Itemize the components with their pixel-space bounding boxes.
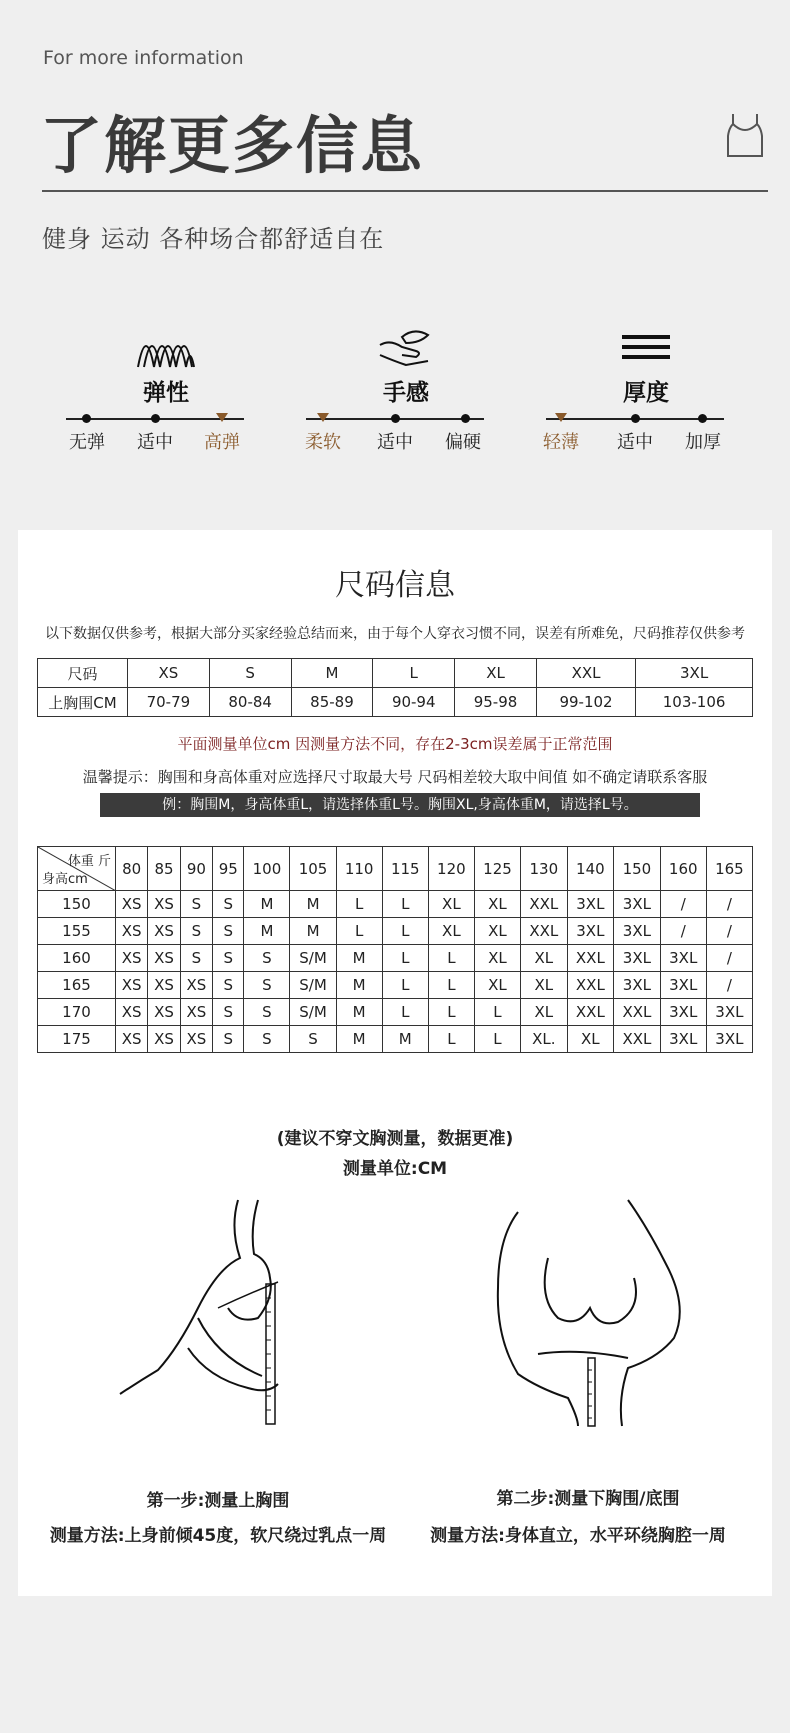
size-recommendation-cell: L [382, 999, 428, 1026]
bust-cell: 70-79 [128, 688, 210, 717]
height-cell: 150 [38, 891, 116, 918]
size-recommendation-cell: 3XL [660, 972, 706, 999]
hand-feel-icon [376, 325, 436, 371]
level-label: 偏硬 [445, 432, 481, 453]
weight-header: 140 [567, 847, 614, 891]
size-recommendation-cell: / [660, 891, 706, 918]
size-recommendation-cell: 3XL [706, 1026, 752, 1053]
size-recommendation-cell: XS [180, 999, 212, 1026]
size-recommendation-cell: XS [148, 1026, 180, 1053]
size-recommendation-cell: L [382, 918, 428, 945]
size-recommendation-cell: S [180, 891, 212, 918]
weight-header: 115 [382, 847, 428, 891]
size-recommendation-cell: S [213, 891, 244, 918]
weight-header: 95 [213, 847, 244, 891]
size-recommendation-cell: XS [148, 918, 180, 945]
table-header-row [38, 847, 753, 891]
selected-marker [555, 413, 567, 422]
height-cell: 170 [38, 999, 116, 1026]
weight-header: 165 [706, 847, 752, 891]
weight-header: 125 [474, 847, 520, 891]
size-cell: S [209, 659, 291, 688]
size-recommendation-cell: XXL [521, 891, 568, 918]
step-two-method: 测量方法:身体直立，水平环绕胸腔一周 [430, 1526, 726, 1546]
size-recommendation-cell: S [213, 972, 244, 999]
size-recommendation-cell: XL [521, 999, 568, 1026]
size-recommendation-cell: XL [521, 945, 568, 972]
weight-header: 160 [660, 847, 706, 891]
weight-header: 100 [244, 847, 290, 891]
row-label: 尺码 [38, 659, 128, 688]
size-recommendation-cell: XL. [521, 1026, 568, 1053]
scale-dot [631, 414, 640, 423]
tagline: 健身 运动 各种场合都舒适自在 [42, 225, 385, 253]
table-row [38, 918, 753, 945]
size-recommendation-cell: XS [148, 972, 180, 999]
size-cell: XS [128, 659, 210, 688]
level-label-selected: 柔软 [305, 432, 341, 453]
thickness-icon [616, 325, 676, 371]
step-two-title: 第二步:测量下胸围/底围 [496, 1489, 680, 1509]
size-recommendation-cell: M [336, 945, 382, 972]
size-recommendation-cell: L [336, 918, 382, 945]
size-recommendation-cell: M [382, 1026, 428, 1053]
size-recommendation-cell: 3XL [567, 918, 614, 945]
size-recommendation-cell: S [180, 945, 212, 972]
size-recommendation-cell: S [213, 1026, 244, 1053]
weight-header: 120 [428, 847, 474, 891]
scale-dot [461, 414, 470, 423]
example-banner: 例：胸围M，身高体重L，请选择体重L号。胸围XL,身高体重M，请选择L号。 [100, 793, 700, 817]
size-recommendation-cell: S/M [290, 999, 336, 1026]
level-label: 适中 [617, 432, 653, 453]
size-info-card [18, 530, 772, 1596]
elastic-icon [136, 325, 196, 371]
attribute-name: 弹性 [143, 380, 189, 406]
size-recommendation-cell: M [336, 972, 382, 999]
size-recommendation-cell: 3XL [614, 945, 661, 972]
size-recommendation-cell: L [474, 1026, 520, 1053]
attribute-name: 手感 [383, 380, 429, 406]
size-recommendation-cell: S [244, 945, 290, 972]
size-recommendation-cell: XS [148, 945, 180, 972]
size-recommendation-cell: XS [180, 972, 212, 999]
size-recommendation-cell: XS [116, 891, 148, 918]
corner-weight-label: 体重 斤 [67, 854, 111, 869]
size-recommendation-cell: XS [116, 945, 148, 972]
attribute-elasticity [56, 320, 276, 460]
height-cell: 175 [38, 1026, 116, 1053]
size-recommendation-cell: M [244, 918, 290, 945]
size-recommendation-cell: XL [474, 945, 520, 972]
size-info-title: 尺码信息 [335, 568, 455, 603]
bust-cell: 90-94 [373, 688, 455, 717]
size-recommendation-cell: XL [428, 891, 474, 918]
size-recommendation-cell: S [244, 972, 290, 999]
scale-dot [698, 414, 707, 423]
size-recommendation-cell: XL [521, 972, 568, 999]
upper-bust-figure [118, 1198, 338, 1428]
weight-header: 105 [290, 847, 336, 891]
weight-header: 130 [521, 847, 568, 891]
size-recommendation-cell: XL [428, 918, 474, 945]
selected-marker [317, 413, 329, 422]
level-label-selected: 轻薄 [543, 432, 579, 453]
level-label: 适中 [377, 432, 413, 453]
bust-cell: 99-102 [536, 688, 635, 717]
level-label: 加厚 [685, 432, 721, 453]
size-recommendation-cell: / [706, 945, 752, 972]
weight-header: 150 [614, 847, 661, 891]
size-recommendation-cell: XXL [567, 945, 614, 972]
size-recommendation-cell: XL [474, 972, 520, 999]
size-recommendation-cell: / [660, 918, 706, 945]
size-recommendation-cell: 3XL [614, 972, 661, 999]
attribute-thickness [536, 320, 756, 460]
size-recommendation-cell: M [244, 891, 290, 918]
step-one-title: 第一步:测量上胸围 [146, 1491, 290, 1511]
weight-header: 90 [180, 847, 212, 891]
size-recommendation-cell: 3XL [706, 999, 752, 1026]
size-recommendation-cell: M [290, 891, 336, 918]
size-recommendation-cell: / [706, 972, 752, 999]
divider [42, 190, 768, 192]
bust-cell: 95-98 [455, 688, 537, 717]
height-cell: 160 [38, 945, 116, 972]
under-bust-figure [478, 1198, 718, 1428]
size-recommendation-cell: XXL [567, 999, 614, 1026]
size-recommendation-cell: XL [474, 891, 520, 918]
height-cell: 165 [38, 972, 116, 999]
table-row [38, 945, 753, 972]
bust-cell: 85-89 [291, 688, 373, 717]
subtitle-en: For more information [43, 47, 244, 69]
size-recommendation-cell: 3XL [614, 891, 661, 918]
size-recommendation-cell: XS [116, 972, 148, 999]
size-recommendation-cell: S [290, 1026, 336, 1053]
size-cell: XXL [536, 659, 635, 688]
size-recommendation-cell: L [428, 972, 474, 999]
scale-dot [391, 414, 400, 423]
corner-header [38, 847, 116, 891]
table-row [38, 972, 753, 999]
size-recommendation-cell: / [706, 918, 752, 945]
table-row [38, 1026, 753, 1053]
weight-header: 110 [336, 847, 382, 891]
size-recommendation-cell: 3XL [660, 999, 706, 1026]
size-recommendation-cell: L [428, 945, 474, 972]
measurement-note: 平面测量单位cm 因测量方法不同，存在2-3cm误差属于正常范围 [177, 735, 613, 753]
step-one-method: 测量方法:上身前倾45度，软尺绕过乳点一周 [49, 1526, 387, 1546]
weight-header: 85 [148, 847, 180, 891]
size-recommendation-cell: L [382, 972, 428, 999]
size-recommendation-cell: L [382, 945, 428, 972]
weight-header: 80 [116, 847, 148, 891]
disclaimer: 以下数据仅供参考，根据大部分买家经验总结而来，由于每个人穿衣习惯不同，误差有所难免，尺码推荐仅供参考 [45, 626, 745, 642]
hint-text: 温馨提示：胸围和身高体重对应选择尺寸取最大号 尺码相差较大取中间值 如不确定请联系客服 [82, 768, 708, 786]
size-recommendation-cell: S [244, 1026, 290, 1053]
page-title: 了解更多信息 [40, 109, 425, 182]
size-recommendation-cell: M [290, 918, 336, 945]
size-recommendation-cell: S [180, 918, 212, 945]
height-cell: 155 [38, 918, 116, 945]
size-recommendation-cell: XL [567, 1026, 614, 1053]
row-label: 上胸围CM [38, 688, 128, 717]
size-recommendation-cell: XXL [521, 918, 568, 945]
table-row [38, 688, 753, 717]
selected-marker [216, 413, 228, 422]
table-row [38, 999, 753, 1026]
corner-height-label: 身高cm [42, 872, 88, 887]
size-recommendation-cell: XL [474, 918, 520, 945]
size-cell: XL [455, 659, 537, 688]
table-row [38, 891, 753, 918]
size-recommendation-cell: XS [148, 891, 180, 918]
bust-cell: 80-84 [209, 688, 291, 717]
size-recommendation-cell: S [213, 945, 244, 972]
size-cell: M [291, 659, 373, 688]
size-cell: L [373, 659, 455, 688]
size-recommendation-cell: L [428, 999, 474, 1026]
table-row [38, 659, 753, 688]
size-recommendation-cell: L [336, 891, 382, 918]
tank-top-icon [725, 112, 765, 158]
size-recommendation-cell: XXL [614, 1026, 661, 1053]
size-recommendation-cell: S/M [290, 945, 336, 972]
size-table [37, 658, 753, 717]
attribute-hand-feel [296, 320, 516, 460]
size-recommendation-cell: 3XL [660, 1026, 706, 1053]
level-label: 适中 [137, 432, 173, 453]
size-recommendation-cell: L [428, 1026, 474, 1053]
size-cell: 3XL [636, 659, 753, 688]
measure-unit: 测量单位:CM [342, 1159, 448, 1179]
size-recommendation-cell: 3XL [660, 945, 706, 972]
size-recommendation-cell: / [706, 891, 752, 918]
scale-dot [82, 414, 91, 423]
size-recommendation-cell: XS [116, 918, 148, 945]
size-recommendation-cell: L [382, 891, 428, 918]
size-recommendation-cell: S [213, 918, 244, 945]
size-recommendation-cell: 3XL [567, 891, 614, 918]
size-recommendation-cell: M [336, 999, 382, 1026]
measure-note: (建议不穿文胸测量，数据更准) [276, 1129, 514, 1149]
attribute-name: 厚度 [623, 380, 669, 406]
level-label: 无弹 [69, 432, 105, 453]
scale-dot [151, 414, 160, 423]
size-recommendation-cell: S [213, 999, 244, 1026]
size-recommendation-cell: L [474, 999, 520, 1026]
level-label-selected: 高弹 [204, 432, 240, 453]
size-recommendation-cell: XS [148, 999, 180, 1026]
size-recommendation-cell: XS [116, 1026, 148, 1053]
size-recommendation-cell: XS [180, 1026, 212, 1053]
size-recommendation-cell: S/M [290, 972, 336, 999]
size-recommendation-cell: XS [116, 999, 148, 1026]
size-recommendation-cell: XXL [567, 972, 614, 999]
weight-height-table [37, 846, 753, 1053]
size-recommendation-cell: M [336, 1026, 382, 1053]
size-recommendation-cell: 3XL [614, 918, 661, 945]
size-recommendation-cell: XXL [614, 999, 661, 1026]
bust-cell: 103-106 [636, 688, 753, 717]
size-recommendation-cell: S [244, 999, 290, 1026]
